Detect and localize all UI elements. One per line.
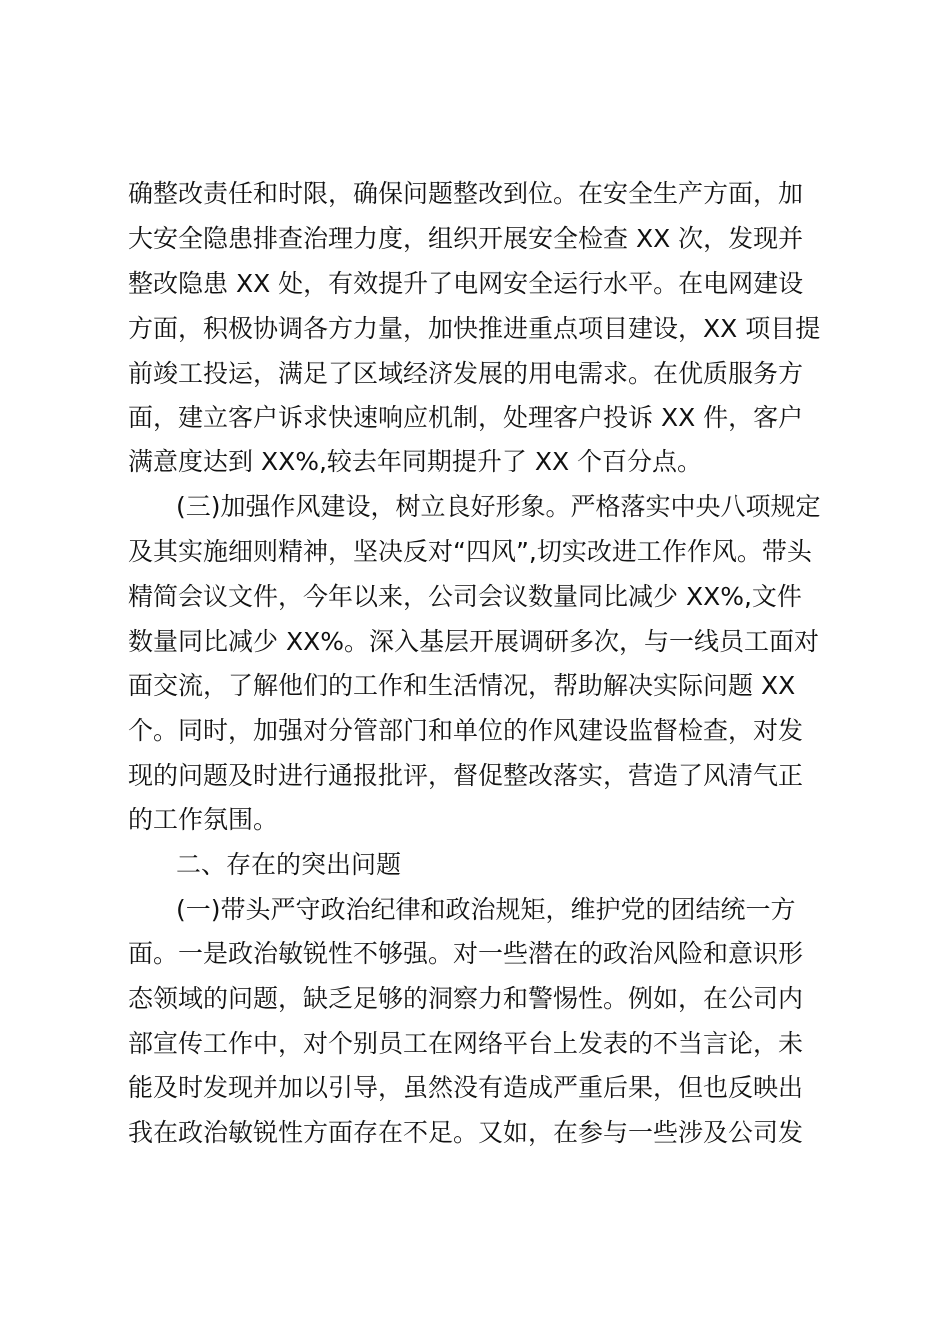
section-heading: 二、存在的突出问题 <box>176 850 402 879</box>
body-text-line: 大安全隐患排查治理力度，组织开展安全检查 XX 次，发现并 <box>128 224 804 253</box>
body-text-line: 精简会议文件，今年以来，公司会议数量同比减少 XX%,文件 <box>128 582 802 611</box>
body-text-line: 个。同时，加强对分管部门和单位的作风建设监督检查，对发 <box>128 716 804 745</box>
body-text-line: 方面，积极协调各方力量，加快推进重点项目建设，XX 项目提 <box>128 314 821 343</box>
body-text-line: 数量同比减少 XX%。深入基层开展调研多次，与一线员工面对 <box>128 627 819 656</box>
body-text-line: 态领域的问题，缺乏足够的洞察力和警惕性。例如，在公司内 <box>128 984 804 1013</box>
paragraph-first-line: (三)加强作风建设，树立良好形象。严格落实中央八项规定 <box>176 492 821 521</box>
body-text-line: 能及时发现并加以引导，虽然没有造成严重后果，但也反映出 <box>128 1073 804 1102</box>
body-text-line: 面，建立客户诉求快速响应机制，处理客户投诉 XX 件，客户 <box>128 403 804 432</box>
body-text-line: 面。一是政治敏锐性不够强。对一些潜在的政治风险和意识形 <box>128 939 804 968</box>
body-text-line: 部宣传工作中，对个别员工在网络平台上发表的不当言论，未 <box>128 1029 804 1058</box>
body-text-line: 的工作氛围。 <box>128 805 279 834</box>
body-text-line: 满意度达到 XX%,较去年同期提升了 XX 个百分点。 <box>128 447 703 476</box>
body-text-line: 确整改责任和时限，确保问题整改到位。在安全生产方面，加 <box>128 179 804 208</box>
body-text-line: 及其实施细则精神，坚决反对“四风”,切实改进工作作风。带头 <box>128 537 812 566</box>
body-text-line: 现的问题及时进行通报批评，督促整改落实，营造了风清气正 <box>128 761 804 790</box>
body-text-line: 我在政治敏锐性方面存在不足。又如，在参与一些涉及公司发 <box>128 1118 804 1147</box>
paragraph-first-line: (一)带头严守政治纪律和政治规矩，维护党的团结统一方 <box>176 895 796 924</box>
body-text-line: 整改隐患 XX 处，有效提升了电网安全运行水平。在电网建设 <box>128 269 804 298</box>
body-text-line: 面交流，了解他们的工作和生活情况，帮助解决实际问题 XX <box>128 671 796 700</box>
body-text-line: 前竣工投运，满足了区域经济发展的用电需求。在优质服务方 <box>128 359 804 388</box>
